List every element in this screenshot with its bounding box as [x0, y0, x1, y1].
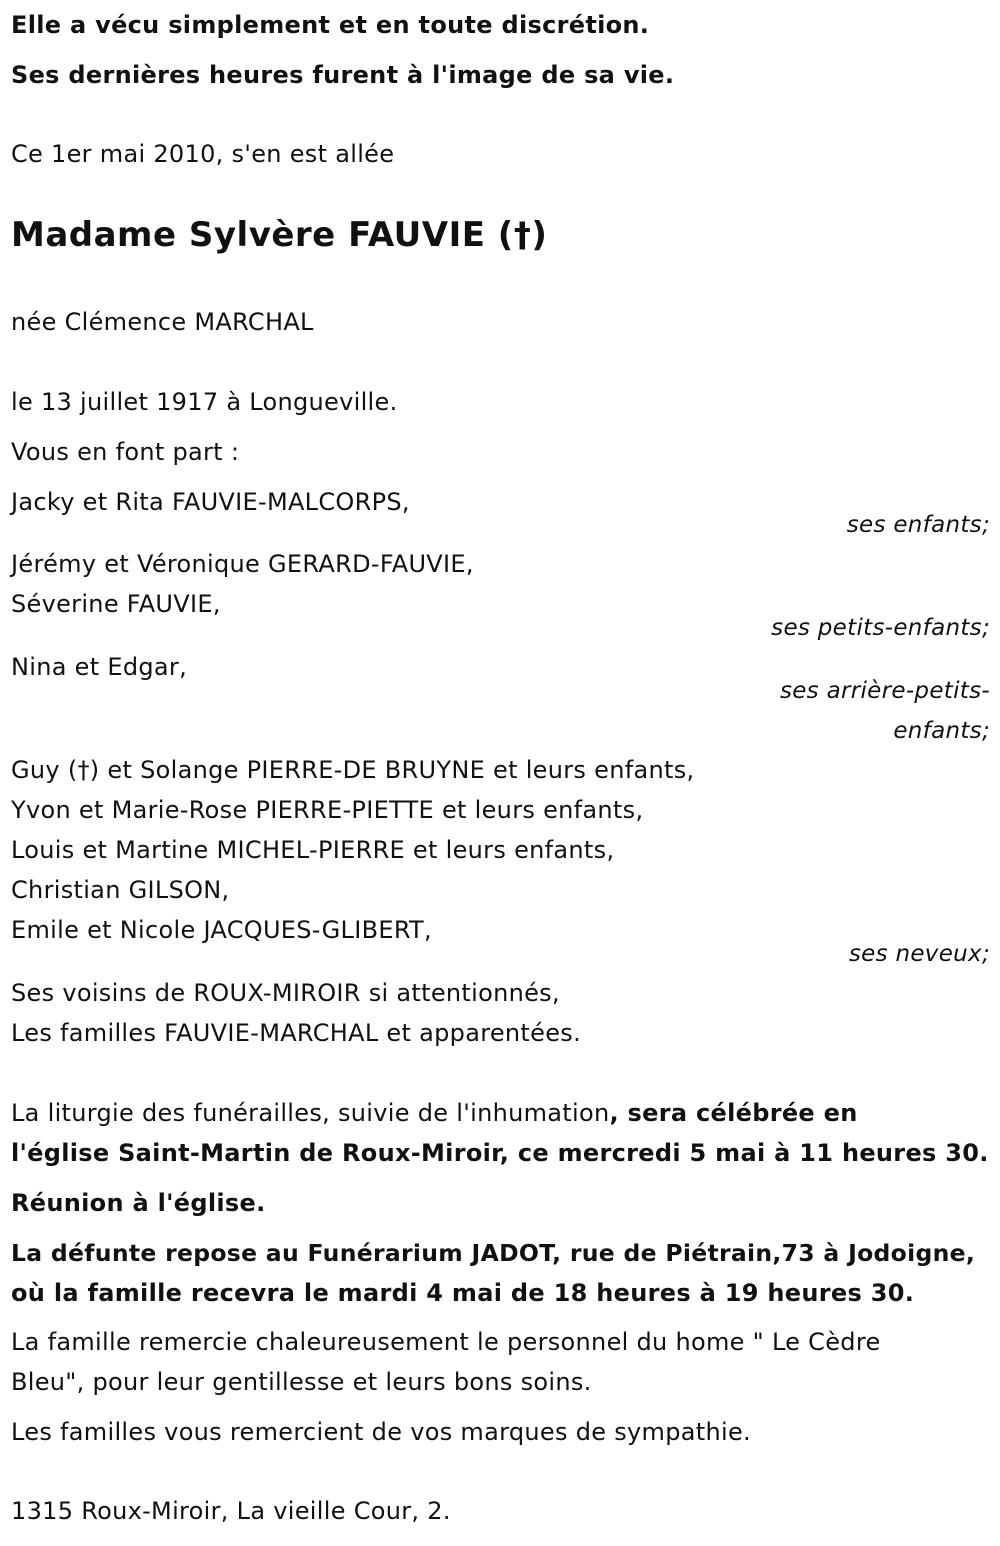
nephew-line-1: Guy (†) et Solange PIERRE-DE BRUYNE et leurs enfants, [11, 756, 695, 784]
great-grandchildren-label-1: ses arrière-petits- [779, 678, 990, 704]
thanks-line-1: La famille remercie chaleureusement le personnel du home " Le Cèdre [11, 1328, 881, 1356]
maiden-name: née Clémence MARCHAL [11, 308, 314, 336]
others-line-2: Les familles FAUVIE-MARCHAL et apparentées. [11, 1019, 581, 1047]
ceremony-line-1-bold: , sera célébrée en [609, 1099, 858, 1127]
nephew-line-3: Louis et Martine MICHEL-PIERRE et leurs enfants, [11, 836, 615, 864]
nephews-label: ses neveux; [848, 941, 990, 967]
deceased-name: Madame Sylvère FAUVIE (†) [11, 215, 548, 255]
children-label: ses enfants; [846, 512, 990, 538]
ceremony-line-2: l'église Saint-Martin de Roux-Miroir, ce mercredi 5 mai à 11 heures 30. [11, 1139, 989, 1167]
death-notice: Ce 1er mai 2010, s'en est allée [11, 140, 395, 168]
birth-info: le 13 juillet 1917 à Longueville. [11, 388, 398, 416]
ceremony-line-1 [11, 1098, 858, 1128]
grandchildren-label: ses petits-enfants; [771, 615, 990, 641]
rest-line-1: La défunte repose au Funérarium JADOT, rue de Piétrain,73 à Jodoigne, [11, 1239, 976, 1267]
thanks-line-3: Les familles vous remercient de vos marques de sympathie. [11, 1418, 751, 1446]
rest-line-2: où la famille recevra le mardi 4 mai de 18 heures à 19 heures 30. [11, 1279, 915, 1307]
address: 1315 Roux-Miroir, La vieille Cour, 2. [11, 1497, 451, 1525]
great-grandchildren-line: Nina et Edgar, [11, 653, 188, 681]
meeting-info: Réunion à l'église. [11, 1189, 266, 1217]
thanks-line-2: Bleu", pour leur gentillesse et leurs bons soins. [11, 1368, 592, 1396]
grandchild-line-2: Séverine FAUVIE, [11, 590, 221, 618]
intro-line-1: Elle a vécu simplement et en toute discrétion. [11, 11, 650, 39]
grandchild-line-1: Jérémy et Véronique GERARD-FAUVIE, [11, 550, 474, 578]
nephew-line-2: Yvon et Marie-Rose PIERRE-PIETTE et leurs enfants, [11, 796, 644, 824]
ceremony-line-1-normal: La liturgie des funérailles, suivie de l'inhumation [11, 1099, 610, 1127]
announcement: Vous en font part : [11, 438, 240, 466]
intro-line-2: Ses dernières heures furent à l'image de sa vie. [11, 61, 675, 89]
others-line-1: Ses voisins de ROUX-MIROIR si attentionnés, [11, 979, 560, 1007]
nephew-line-5: Emile et Nicole JACQUES-GLIBERT, [11, 916, 432, 944]
nephew-line-4: Christian GILSON, [11, 876, 230, 904]
great-grandchildren-label-2: enfants; [893, 718, 990, 744]
children-line: Jacky et Rita FAUVIE-MALCORPS, [11, 488, 410, 516]
